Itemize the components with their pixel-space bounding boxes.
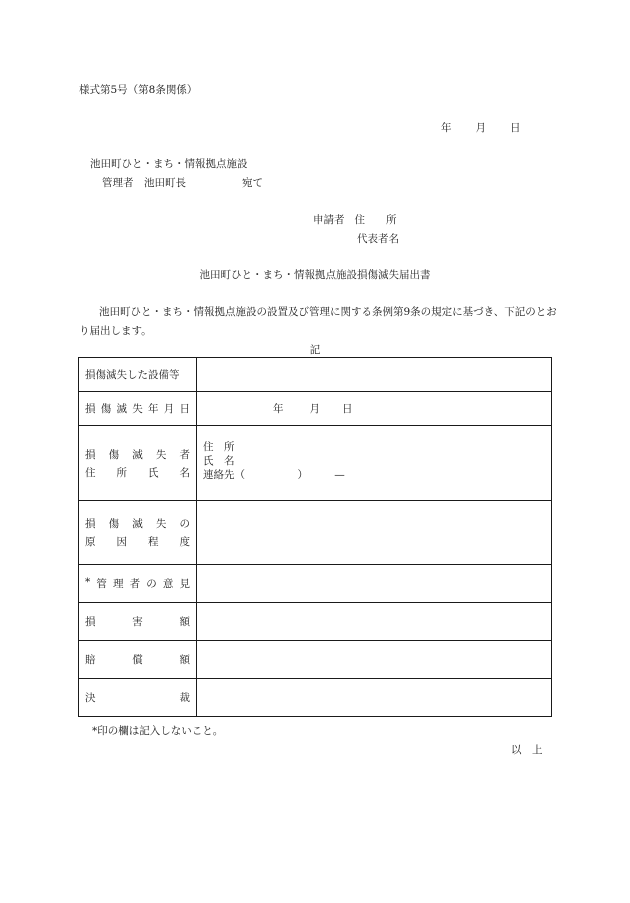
cause-extent-field[interactable] (197, 501, 552, 565)
compensation-amount-field[interactable] (197, 641, 552, 679)
table-row (79, 358, 552, 392)
damager-contact-label: 連絡先（ ） — (203, 469, 345, 481)
ki-heading: 記 (309, 344, 321, 356)
document-title: 池田町ひと・まち・情報拠点施設損傷滅失届出書 (199, 269, 431, 281)
cause-extent-label: 損 傷 滅 失 の 原 因 程 度 (79, 501, 197, 565)
addressee-facility: 池田町ひと・まち・情報拠点施設 (90, 158, 248, 170)
table-row (79, 565, 552, 603)
damager-name-label: 氏 名 (203, 455, 235, 467)
approval-field[interactable] (197, 679, 552, 717)
addressee-manager: 管理者 池田町長 (102, 177, 186, 189)
compensation-amount-label: 賠 償 額 (79, 641, 197, 679)
manager-opinion-field[interactable] (197, 565, 552, 603)
damaged-equipment-label: 損傷滅失した設備等 (79, 358, 197, 392)
damager-address-name-label: 損 傷 滅 失 者 住 所 氏 名 (79, 426, 197, 501)
table-row (79, 679, 552, 717)
table-row (79, 426, 552, 501)
applicant-address-row (313, 212, 397, 227)
damage-amount-label: 損 害 額 (79, 603, 197, 641)
table-row (79, 641, 552, 679)
damage-month-label: 月 (309, 403, 320, 415)
damage-day-label: 日 (342, 403, 353, 415)
report-table (78, 357, 552, 717)
damage-date-field[interactable] (197, 392, 552, 426)
date-year-label: 年 (441, 122, 452, 134)
addressee-suffix: 宛て (242, 177, 263, 189)
form-number: 様式第5号（第8条関係） (79, 84, 198, 96)
table-row (79, 392, 552, 426)
approval-label: 決 裁 (79, 679, 197, 717)
representative-label: 代表者名 (357, 233, 399, 245)
end-mark: 以 上 (511, 744, 543, 756)
date-day-label: 日 (510, 122, 521, 134)
damage-year-label: 年 (273, 403, 284, 415)
table-row (79, 501, 552, 565)
damaged-equipment-field[interactable] (197, 358, 552, 392)
table-row (79, 603, 552, 641)
damage-amount-field[interactable] (197, 603, 552, 641)
damage-date-label: 損 傷 滅 失 年 月 日 (79, 392, 197, 426)
applicant-label: 申請者 (313, 214, 345, 226)
manager-opinion-label: * 管 理 者 の 意 見 (79, 565, 197, 603)
damager-address-label: 住 所 (203, 441, 235, 453)
footnote: *印の欄は記入しないこと。 (92, 725, 224, 737)
damager-info-field[interactable] (197, 426, 552, 501)
applicant-address-label: 住 所 (354, 214, 397, 226)
body-text: 池田町ひと・まち・情報拠点施設の設置及び管理に関する条例第9条の規定に基づき、下記のとおり届出します。 (79, 306, 557, 337)
date-month-label: 月 (475, 122, 486, 134)
submission-date (441, 120, 521, 135)
